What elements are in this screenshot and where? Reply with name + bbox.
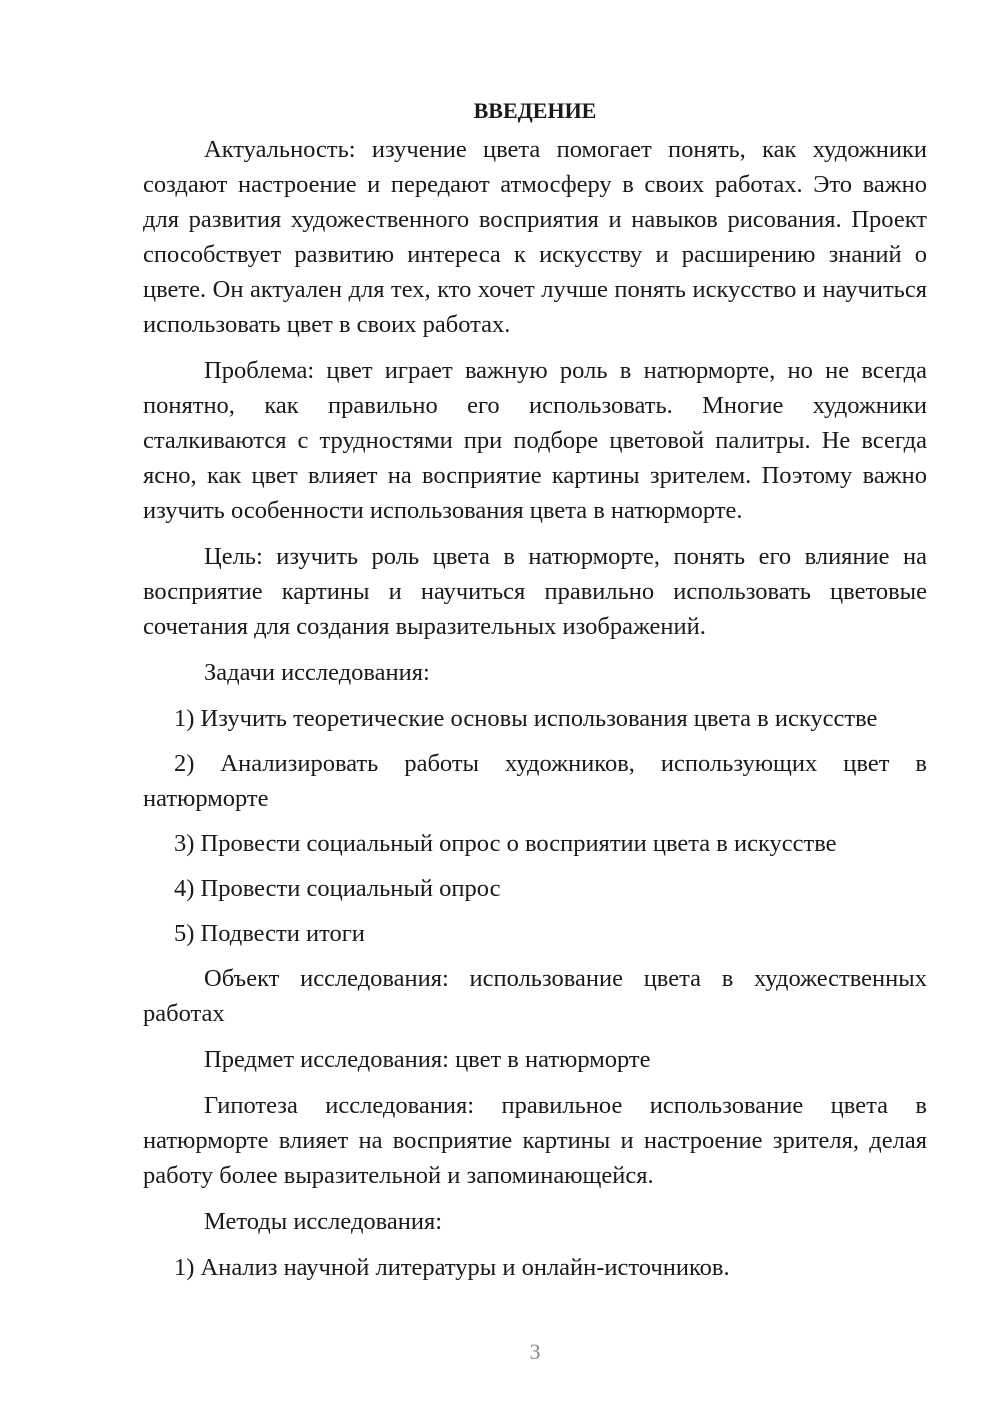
object-paragraph: Объект исследования: использование цвета в художественных работах <box>143 965 927 1027</box>
subject-paragraph: Предмет исследования: цвет в натюрморте <box>204 1046 651 1073</box>
task-item: 4) Провести социальный опрос <box>174 875 501 902</box>
relevance-paragraph: Актуальность: изучение цвета помогает понять, как художники создают настроение и передают атмосферу в своих работах. Это важно для развития художественного восприятия и навыков рисования. Проект способствует развитию интереса к искусству и расширению знаний о цвете. Он актуален для тех, кто хочет лучше понять искусство и научиться использовать цвет в своих работах. <box>143 136 927 338</box>
task-item: 5) Подвести итоги <box>174 920 365 947</box>
task-item: 3) Провести социальный опрос о восприятии цвета в искусстве <box>174 830 837 857</box>
page-content <box>143 93 927 1295</box>
task-item: 1) Изучить теоретические основы использования цвета в искусстве <box>174 705 878 732</box>
tasks-heading: Задачи исследования: <box>204 659 430 686</box>
problem-paragraph: Проблема: цвет играет важную роль в натюрморте, но не всегда понятно, как правильно его использовать. Многие художники сталкиваются с трудностями при подборе цветовой палитры. Не всегда ясно, как цвет влияет на восприятие картины зрителем. Поэтому важно изучить особенности использования цвета в натюрморте. <box>143 357 927 524</box>
methods-heading: Методы исследования: <box>204 1208 443 1235</box>
hypothesis-paragraph: Гипотеза исследования: правильное использование цвета в натюрморте влияет на восприятие картины и настроение зрителя, делая работу более выразительной и запоминающейся. <box>143 1092 927 1189</box>
section-title: ВВЕДЕНИЕ <box>473 98 597 123</box>
method-item: 1) Анализ научной литературы и онлайн-источников. <box>174 1254 730 1281</box>
task-item: 2) Анализировать работы художников, использующих цвет в натюрморте <box>143 750 927 812</box>
goal-paragraph: Цель: изучить роль цвета в натюрморте, понять его влияние на восприятие картины и научиться правильно использовать цветовые сочетания для создания выразительных изображений. <box>143 543 927 640</box>
page-number: 3 <box>529 1339 541 1364</box>
